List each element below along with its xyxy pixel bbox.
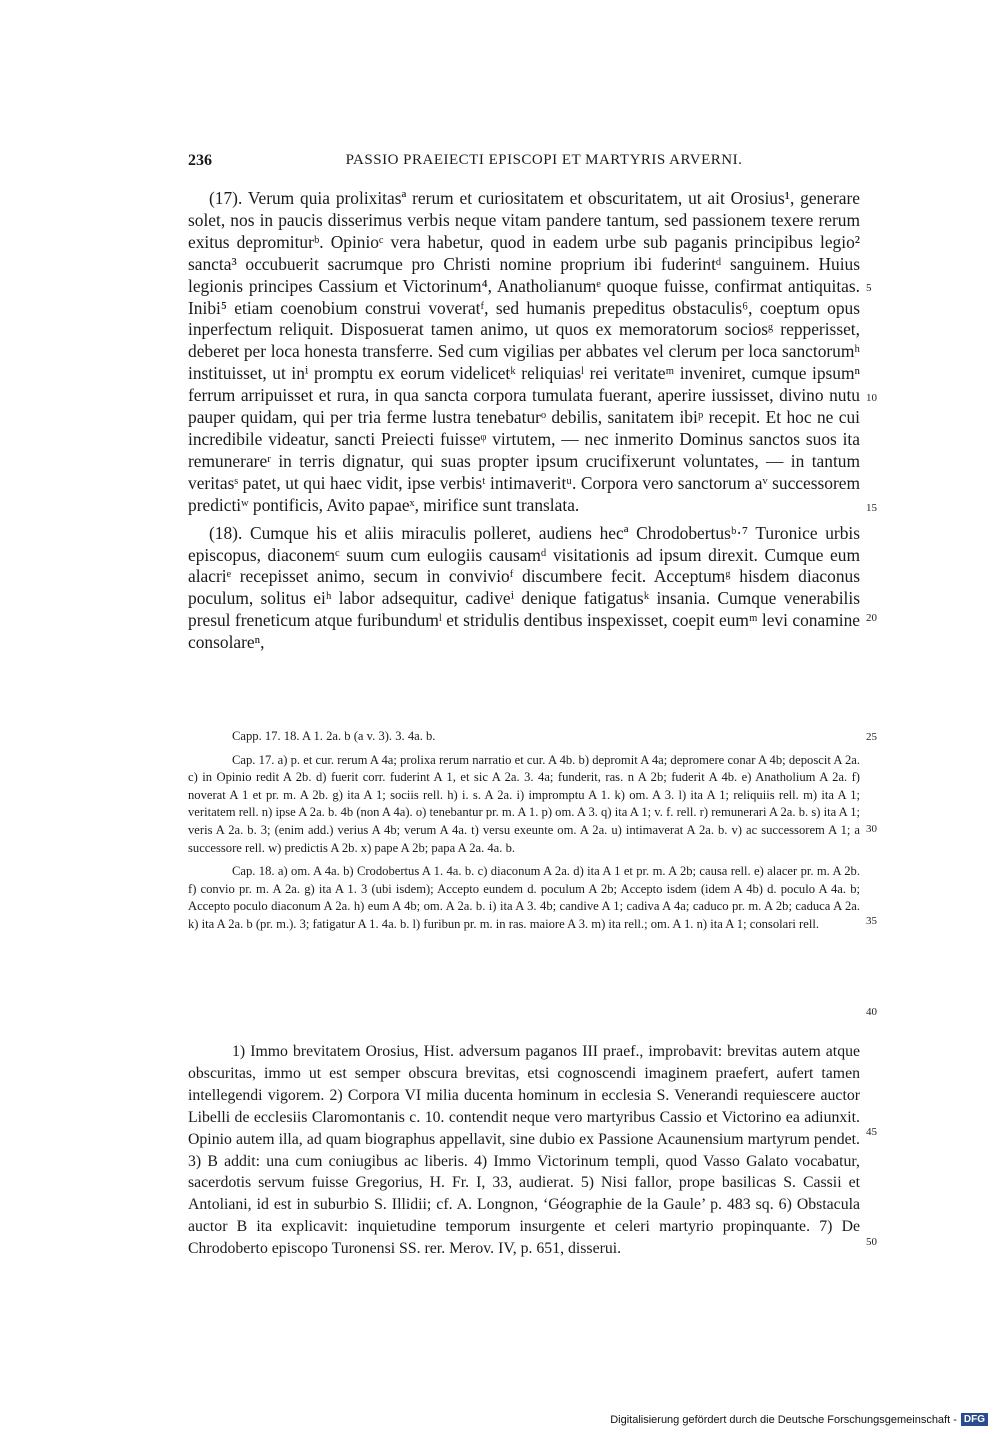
dfg-logo: DFG: [961, 1413, 988, 1426]
chapter-18-paragraph: (18). Cumque his et aliis miraculis polleret, audiens hecª Chrodobertusᵇ·⁷ Turonice urbis episcopus, diaconemᶜ suum cum eulogiis causamᵈ visitationis ad ipsum direxit. Cumque eum alacriᵉ recepisset animo, secum in convivioᶠ discumbere fecit. Acceptumᵍ hisdem diaconus poculum, solitus eiʰ labor adsequitur, cadiveⁱ denique fatigatusᵏ insania. Cumque venerabilis presul freneticum atque furibundumˡ et stridulis dentibus inspexisset, coepit eumᵐ levi conamine consolareⁿ,: [188, 522, 860, 653]
line-number: 30: [866, 823, 877, 835]
main-text: [188, 188, 860, 660]
running-title: PASSIO PRAEIECTI EPISCOPI ET MARTYRIS ARVERNI.: [345, 152, 743, 168]
line-number: 20: [866, 612, 877, 624]
critical-apparatus: [188, 728, 860, 940]
page-header: [188, 152, 860, 176]
digitization-credit: [610, 1413, 988, 1426]
line-number: 25: [866, 731, 877, 743]
line-number: 45: [866, 1126, 877, 1138]
credit-text: Digitalisierung gefördert durch die Deutsche Forschungsgemeinschaft -: [610, 1413, 957, 1426]
chapter-17-paragraph: (17). Verum quia prolixitasª rerum et curiositatem et obscuritatem, ut ait Orosius¹, generare solet, nos in paucis disserimus verbis neque vitam pandere tantum, sed passionem texere rerum exitus depromiturᵇ. Opinioᶜ vera habetur, quod in eadem urbe sub paganis principibus legio² sancta³ occubuerit sacrumque pro Christi nomine proprium ibi fuderintᵈ sanguinem. Huius legionis principes Cassium et Victorinum⁴, Anatholianumᵉ quoque fuisse, confirmat antiquitas. Inibi⁵ etiam coenobium construi voveratᶠ, sed humanis prepeditus obstaculis⁶, coeptum opus inperfectum reliquit. Disposuerat tamen animo, ut quos ex memoratorum sociosᵍ repperisset, deberet per loca honesta transferre. Sed cum vigilias per abbates vel clerum per loca sanctorumʰ instituisset, ut inⁱ promptu ex eorum videlicetᵏ reliquiasˡ rei veritateᵐ inveniret, cumque ipsumⁿ ferrum arripuisset et rura, in qua sancta corpora tumulata fuerant, aperire iussisset, divino nutu pauper quidam, qui per tria ferme lustra tenebaturᵒ debilis, sanitatem ibiᵖ recepit. Et hoc ne cui incredibile videatur, sancti Preiecti fuisseᵠ virtutem, — nec inmerito Dominus sanctos suos ita remunerareʳ in terris dignatur, qui suas propter ipsum crucifixerunt voluntates, — in tantum veritasˢ patet, ut qui haec vidit, ipse verbisᵗ intimaveritᵘ. Corpora vero sanctorum aᵛ successorem predictiʷ pontificis, Avito papaeˣ, mirifice sunt translata.: [188, 188, 860, 515]
line-number: 35: [866, 915, 877, 927]
apparatus-cap-18: Cap. 18. a) om. A 4a. b) Crodobertus A 1. 4a. b. c) diaconum A 2a. d) ita A 1 et pr. m. A 2b; causa rell. e) alacer pr. m. A 2b. f) convio pr. m. A 2a. g) ita A 1. 3 (ubi isdem); Accepto eundem d. poculum A 2b; Accepto isdem (idem A 4b) d. poculo A 4a. b; Accepto poculo diaconum A 2a. h) eum A 4b; om. A 2a. b. i) ita A 3. 4b; candive A 1; cadiva A 4a; caduco pr. m. A 2b; caduca A 2a. k) ita A 2a. b (pr. m.). 3; fatigatur A 1. 4a. b. l) furibun pr. m. in ras. maiore A 3. m) ita rell.; om. A 1. n) ita A 1; consolari rell.: [188, 864, 860, 931]
line-number: 40: [866, 1006, 877, 1018]
line-number: 10: [866, 392, 877, 404]
line-number: 5: [866, 282, 872, 294]
apparatus-cap-17: Cap. 17. a) p. et cur. rerum A 4a; prolixa rerum narratio et cur. A 4b. b) depromit A 4a; depromere conar A 4b; deposcit A 2a. c) in Opinio redit A 2b. d) fuerit corr. fuderint A 1, et sic A 2a. 3. 4a; funderit, ras. n A 2b; fuderit A 4b. e) Anatholium A 2a. f) noverat A 1 et pr. m. A 2b. g) ita A 1; sociis rell. h) i. s. A 2a. i) impromptu A 1. k) om. A 3. l) ita A 1; reliquiis rell. m) ita A 1; veritatem rell. n) ipse A 2a. b. 4b (non A 4a). o) tenebantur pr. m. A 1. p) om. A 3. q) ita A 1; v. f. rell. r) remunerari A 2a. b. s) ita A 1; veris A 2a. b. 3; (enim add.) verius A 4b; verum A 4a. t) versu exeunte om. A 2a. u) intimaverat A 2a. b. v) ac successorem A 1; a successore rell. w) predictis A 2b. x) pape A 2b; papa A 2a. 4a. b.: [188, 752, 860, 855]
apparatus-manuscripts: Capp. 17. 18. A 1. 2a. b (a v. 3). 3. 4a. b.: [232, 729, 436, 743]
footnotes: [188, 1041, 860, 1260]
line-number: 50: [866, 1236, 877, 1248]
line-number: 15: [866, 502, 877, 514]
page-number: 236: [188, 152, 212, 169]
footnotes-text: 1) Immo brevitatem Orosius, Hist. adversum paganos III praef., improbavit: brevitas autem atque obscuritas, immo ut est semper obscura brevitas, etsi cognoscendi imaginem praefert, aufert tamen intellegendi vigorem. 2) Corpora VI milia ducenta hominum in ecclesia S. Venerandi requiescere auctor Libelli de ecclesiis Claromontanis c. 10. contendit neque vero martyribus Cassio et Victorino ea adiunxit. Opinio autem illa, ad quam biographus appellavit, sine dubio ex Passione Acaunensium martyrum pendet. 3) B addit: una cum coniugibus ac liberis. 4) Immo Victorinum templi, quod Vasso Galato vocabatur, sacerdotis servum fuisse Gregorius, H. Fr. I, 33, audierat. 5) Nisi fallor, prope basilicas S. Cassii et Antoliani, id est in suburbio S. Illidii; cf. A. Longnon, ‘Géographie de la Gaule’ p. 483 sq. 6) Obstacula auctor B ita explicavit: inquietudine temporum insurgente et celeri martyrio propinquante. 7) De Chrodoberto episcopo Turonensi SS. rer. Merov. IV, p. 651, disserui.: [188, 1043, 860, 1258]
